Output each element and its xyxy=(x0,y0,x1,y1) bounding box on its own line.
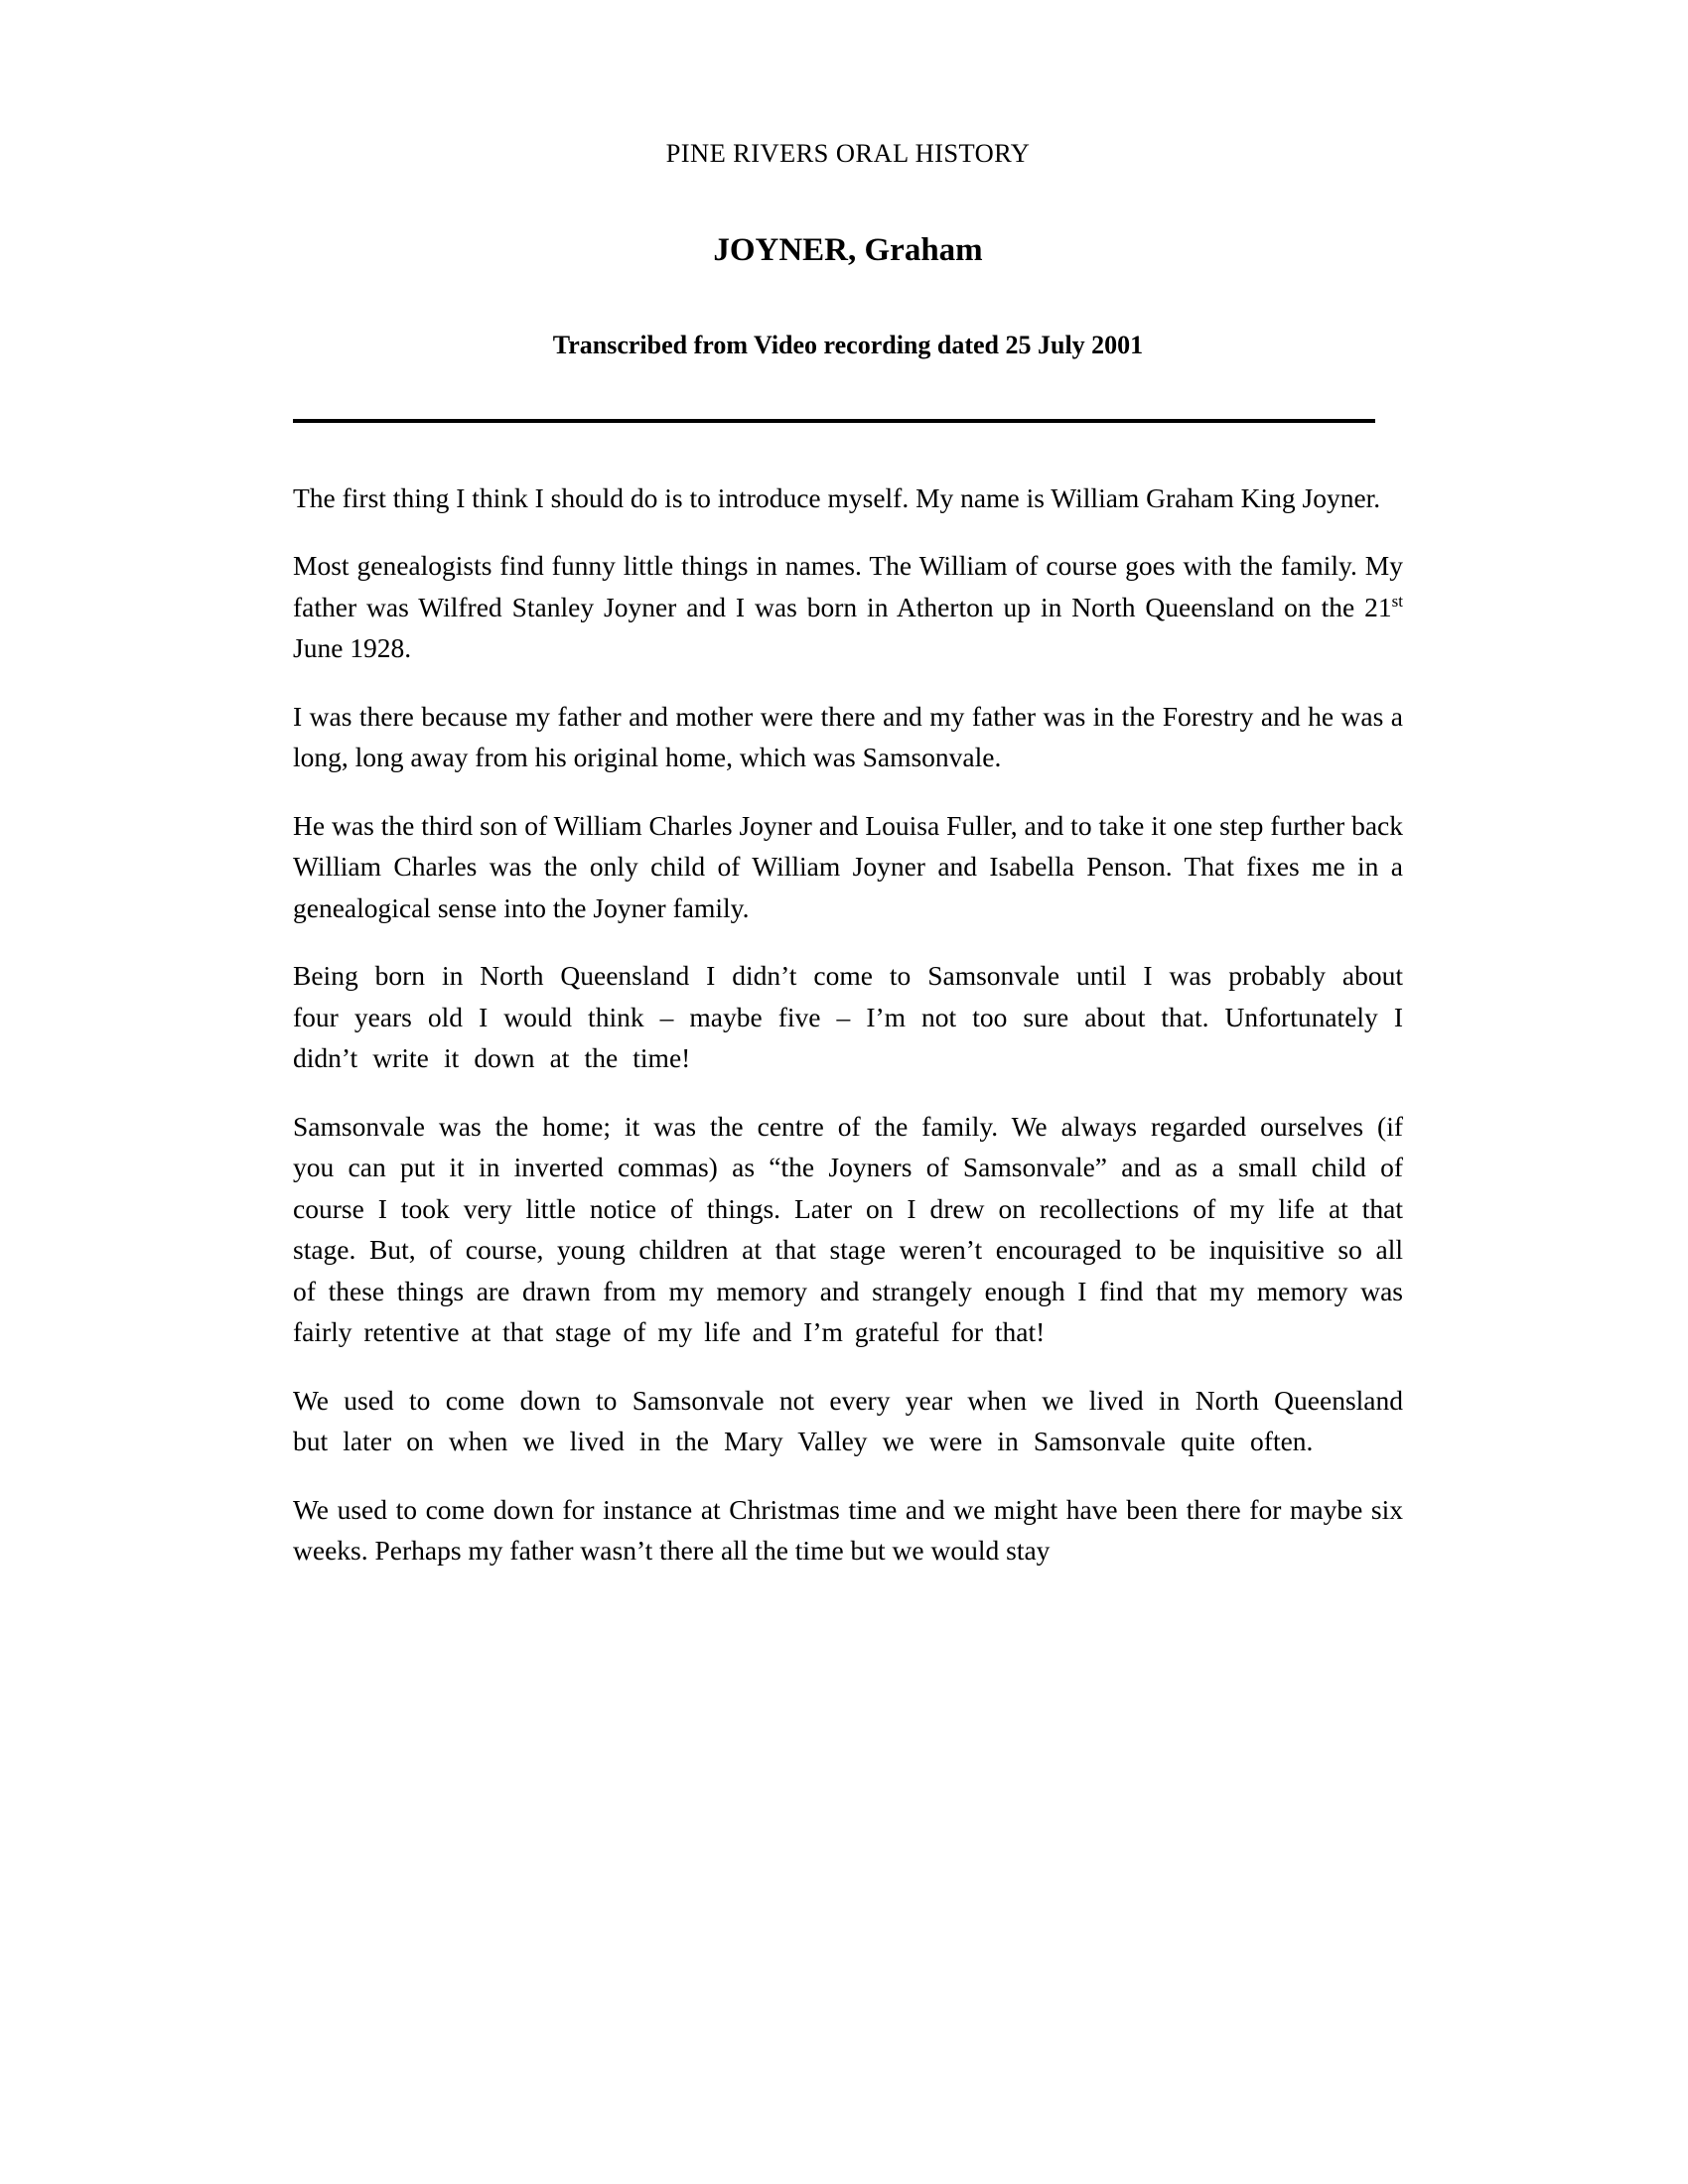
transcript-paragraph-8: We used to come down for instance at Christmas time and we might have been there for maybe six weeks. Perhaps my father wasn’t there all the time but we would stay xyxy=(293,1493,1403,1567)
page-title: JOYNER, Graham xyxy=(713,231,983,268)
transcript-paragraph-5: Being born in North Queensland I didn’t come to Samsonvale until I was probably about four years old I would think – maybe five – I’m not too sure about that. Unfortunately I didn’t write it down at the time! xyxy=(293,960,1403,1074)
transcript-paragraph-7: We used to come down to Samsonvale not every year when we lived in North Queensland but later on when we lived in the Mary Valley we were in Samsonvale quite often. xyxy=(293,1384,1403,1457)
horizontal-rule-divider xyxy=(293,419,1375,423)
transcript-paragraph-4: He was the third son of William Charles Joyner and Louisa Fuller, and to take it one step further back William Charles was the only child of William Joyner and Isabella Penson. That fixes me in a genealogical sense into the Joyner family. xyxy=(293,809,1403,923)
transcript-paragraph-3: I was there because my father and mother were there and my father was in the Forestry and he was a long, long away from his original home, which was Samsonvale. xyxy=(293,700,1403,773)
document-content xyxy=(293,0,1403,1571)
ordinal-suffix: st xyxy=(1391,591,1403,611)
transcript-paragraph-1: The first thing I think I should do is to introduce myself. My name is William Graham King Joyner. xyxy=(293,481,1381,513)
divider-container xyxy=(293,419,1403,423)
transcript-paragraph-2-text: Most genealogists find funny little things in names. The William of course goes with the family. My father was Wilfred Stanley Joyner and I was born in Atherton up in North Queensland on the 21 xyxy=(293,550,1403,622)
transcript-paragraph-2 xyxy=(293,545,1403,669)
document-header: PINE RIVERS ORAL HISTORY xyxy=(665,138,1031,168)
transcript-body xyxy=(293,478,1403,1571)
document-subtitle: Transcribed from Video recording dated 25 July 2001 xyxy=(552,331,1144,360)
transcript-paragraph-6: Samsonvale was the home; it was the centre of the family. We always regarded ourselves (if you can put it in inverted commas) as “the Joyners of Samsonvale” and as a small child of course I took very little notice of things. Later on I drew on recollections of my life at that stage. But, of course, young children at that stage weren’t encouraged to be inquisitive so all of these things are drawn from my memory and strangely enough I find that my memory was fairly retentive at that stage of my life and I’m grateful for that! xyxy=(293,1110,1403,1348)
transcript-paragraph-2-tail: June 1928. xyxy=(293,632,412,664)
